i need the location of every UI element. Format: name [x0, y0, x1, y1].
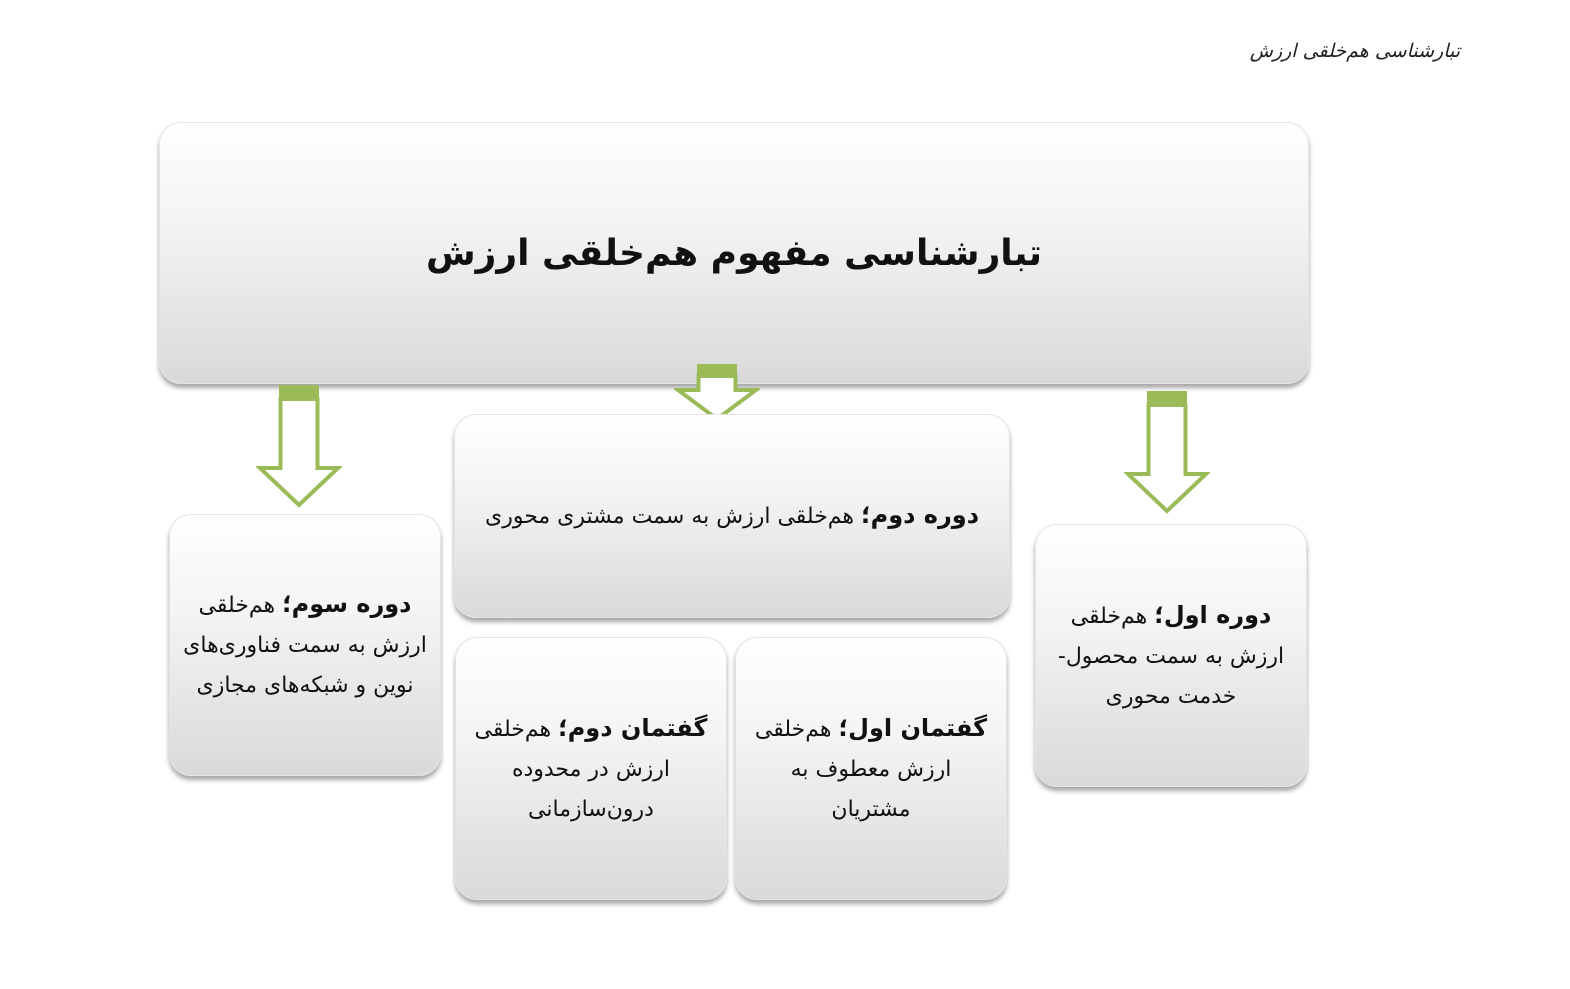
period-3-box — [169, 514, 441, 776]
discourse-2-text — [469, 708, 713, 830]
period-2-description: هم‌خلقی ارزش به سمت مشتری محوری — [484, 504, 862, 529]
period-3-label: دوره سوم؛ — [282, 590, 412, 618]
period-1-text — [1049, 595, 1293, 717]
running-header: تبارشناسی هم‌خلقی ارزش — [1249, 40, 1460, 62]
period-3-description: هم‌خلقی ارزش به سمت فناوری‌های نوین و شبکه‌های مجازی — [183, 593, 427, 698]
period-1-box — [1035, 524, 1307, 787]
discourse-1-box — [735, 637, 1007, 900]
discourse-1-label: گفتمان اول؛ — [838, 713, 988, 742]
period-1-description: هم‌خلقی ارزش به سمت محصول- خدمت محوری — [1057, 603, 1285, 709]
discourse-2-description: هم‌خلقی ارزش در محدوده درون‌سازمانی — [474, 716, 671, 822]
period-2-box — [454, 414, 1010, 618]
period-2-text — [485, 495, 979, 537]
arrow-down-icon — [1124, 390, 1210, 516]
arrow-down-icon — [256, 384, 342, 510]
discourse-2-box — [455, 637, 727, 900]
diagram-title-box — [159, 122, 1309, 384]
discourse-2-label: گفتمان دوم؛ — [558, 713, 708, 742]
period-3-text — [183, 584, 427, 706]
period-2-label: دوره دوم؛ — [861, 501, 980, 529]
period-1-label: دوره اول؛ — [1154, 600, 1272, 629]
discourse-1-text — [749, 708, 993, 830]
discourse-1-description: هم‌خلقی ارزش معطوف به مشتریان — [754, 716, 952, 822]
diagram-title: تبارشناسی مفهوم هم‌خلقی ارزش — [425, 232, 1043, 274]
